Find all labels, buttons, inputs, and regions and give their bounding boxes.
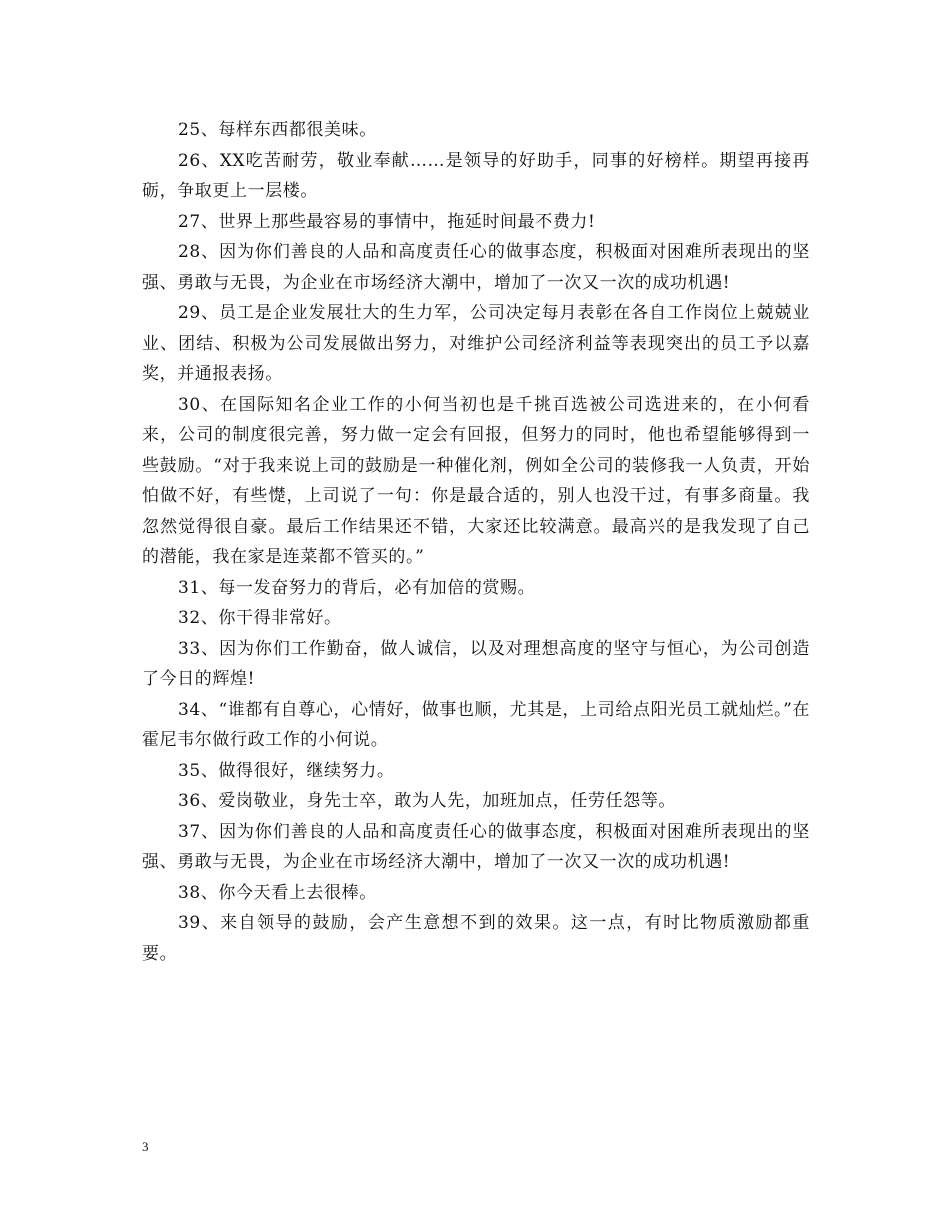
paragraph-38: 38、你今天看上去很棒。	[178, 882, 377, 903]
paragraph-33: 33、因为你们工作勤奋，做人诚信，以及对理想高度的坚守与恒心，为公司创造了今日的辉煌!	[142, 638, 810, 689]
paragraph-32: 32、你干得非常好。	[178, 608, 342, 628]
paragraph-34: 34、“谁都有自尊心，心情好，做事也顺，尤其是，上司给点阳光员工就灿烂。”在霍尼韦尔做行政工作的小何说。	[142, 699, 810, 750]
paragraph-25: 25、每样东西都很美味。	[178, 120, 377, 140]
paragraph-39: 39、来自领导的鼓励，会产生意想不到的效果。这一点，有时比物质激励都重要。	[142, 913, 810, 964]
paragraph-26: 26、XX吃苦耐劳，敬业奉献……是领导的好助手，同事的好榜样。期望再接再砺，争取更上一层楼。	[142, 150, 810, 201]
document-body	[142, 115, 810, 969]
paragraph-28: 28、因为你们善良的人品和高度责任心的做事态度，积极面对困难所表现出的坚强、勇敢与无畏，为企业在市场经济大潮中，增加了一次又一次的成功机遇!	[142, 242, 810, 293]
paragraph-37: 37、因为你们善良的人品和高度责任心的做事态度，积极面对困难所表现出的坚强、勇敢与无畏，为企业在市场经济大潮中，增加了一次又一次的成功机遇!	[142, 821, 810, 872]
paragraph-30: 30、在国际知名企业工作的小何当初也是千挑百选被公司选进来的，在小何看来，公司的制度很完善，努力做一定会有回报，但努力的同时，他也希望能够得到一些鼓励。“对于我来说上司的鼓励是一种催化剂，例如全公司的装修我一人负责，开始怕做不好，有些憷，上司说了一句：你是最合适的，别人也没干过，有事多商量。我忽然觉得很自豪。最后工作结果还不错，大家还比较满意。最高兴的是我发现了自己的潜能，我在家是连菜都不管买的。”	[142, 394, 810, 567]
paragraph-29: 29、员工是企业发展壮大的生力军，公司决定每月表彰在各自工作岗位上兢兢业业、团结、积极为公司发展做出努力，对维护公司经济利益等表现突出的员工予以嘉奖，并通报表扬。	[142, 303, 810, 384]
paragraph-35: 35、做得很好，继续努力。	[178, 760, 395, 781]
page-number: 3	[142, 1139, 149, 1154]
paragraph-36: 36、爱岗敬业，身先士卒，敢为人先，加班加点，任劳任怨等。	[178, 791, 677, 811]
paragraph-27: 27、世界上那些最容易的事情中，拖延时间最不费力!	[178, 211, 596, 232]
paragraph-31: 31、每一发奋努力的背后，必有加倍的赏赐。	[178, 577, 536, 598]
